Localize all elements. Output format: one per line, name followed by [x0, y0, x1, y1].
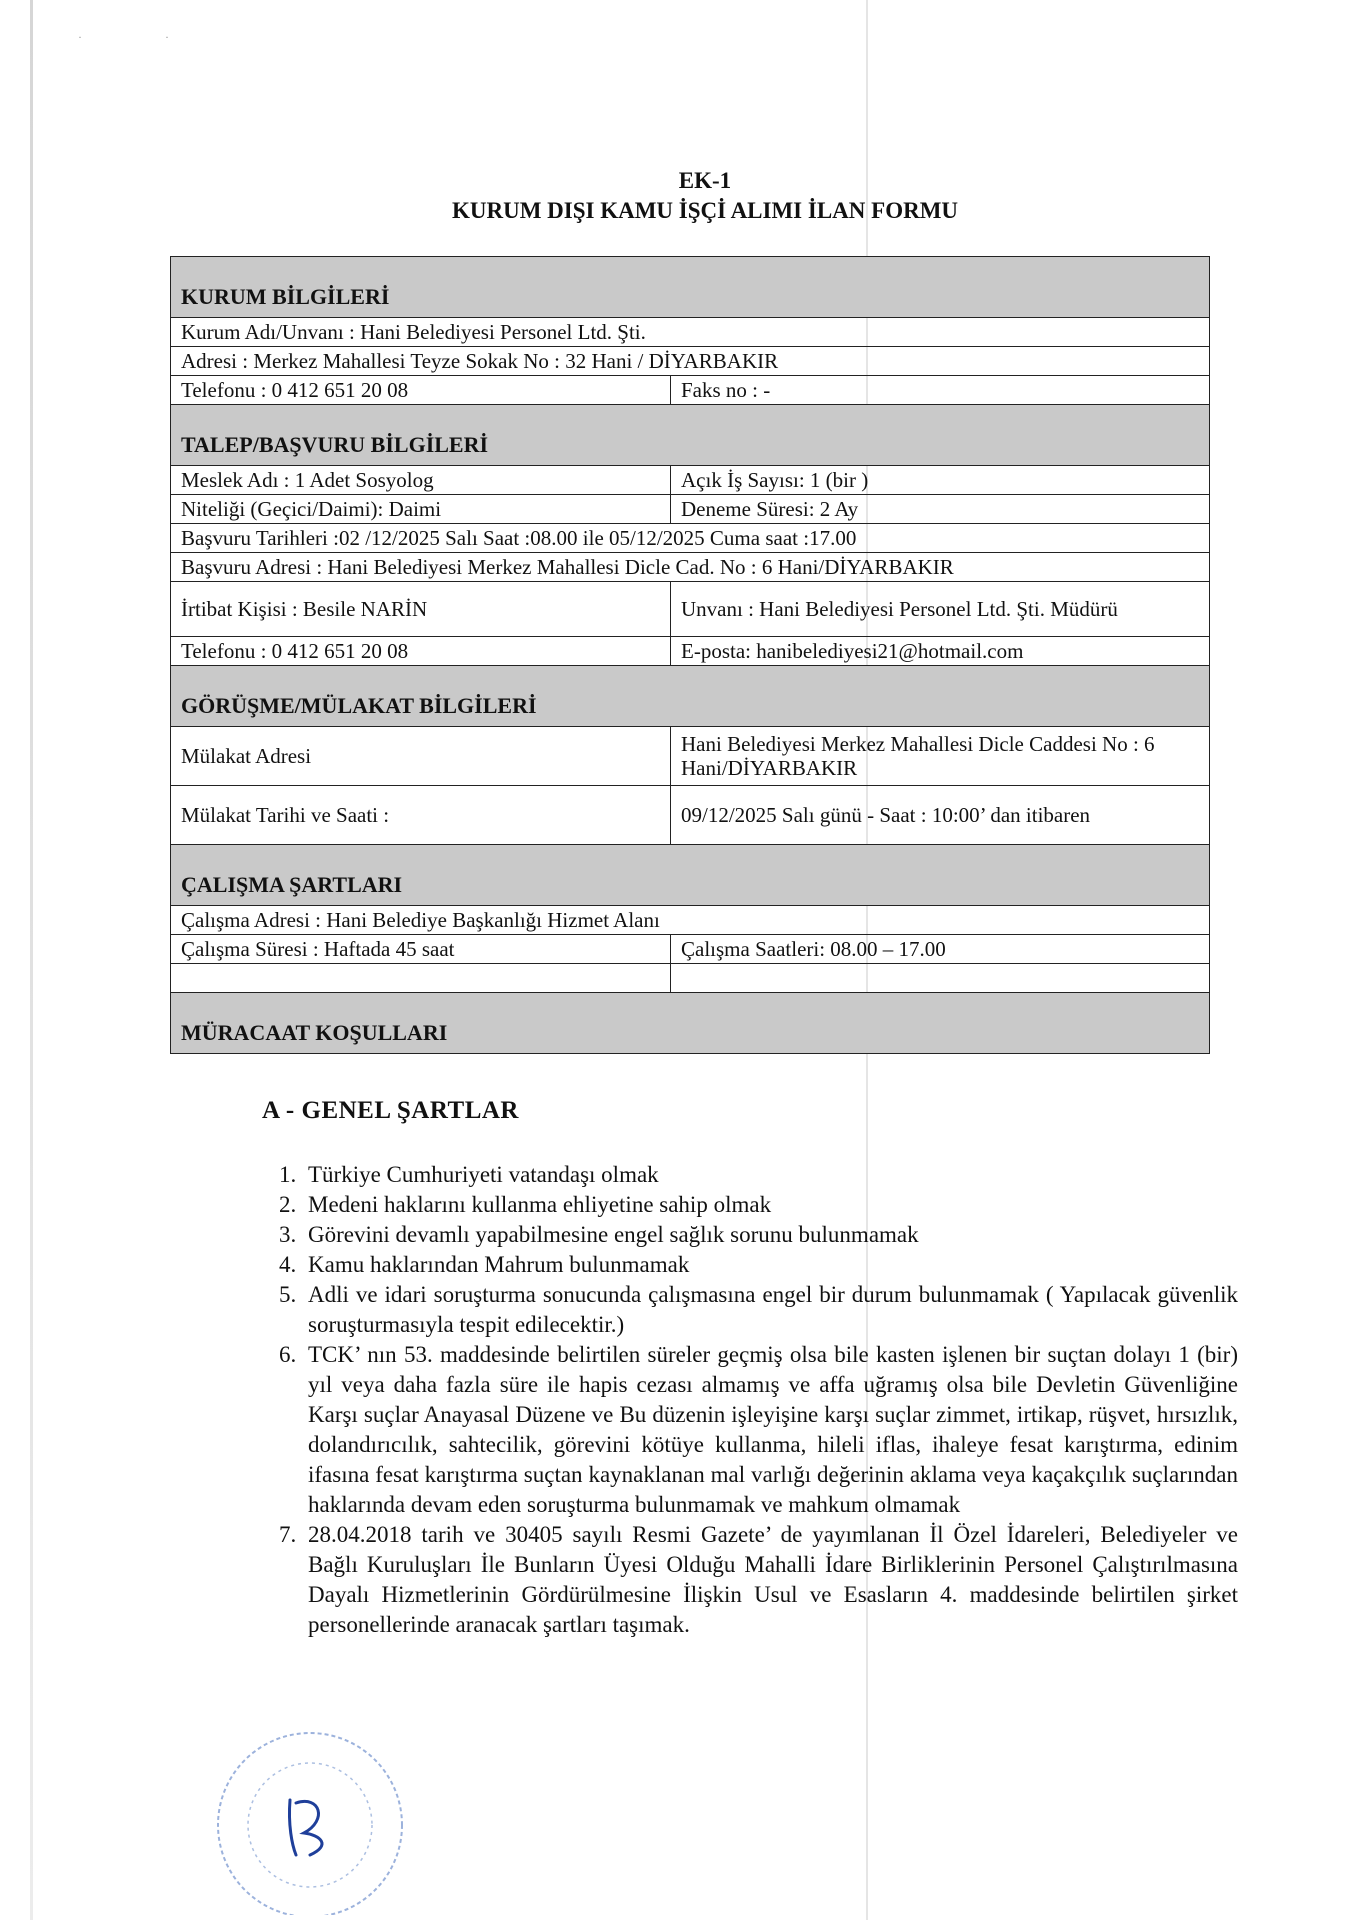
official-stamp — [170, 1705, 440, 1915]
irtibat-kisisi: İrtibat Kişisi : Besile NARİN — [171, 582, 671, 637]
acik-is-sayisi: Açık İş Sayısı: 1 (bir ) — [671, 466, 1210, 495]
condition-item: 3. Görevini devamlı yapabilmesine engel sağlık sorunu bulunmamak — [302, 1220, 1238, 1250]
kurum-telefon: Telefonu : 0 412 651 20 08 — [171, 376, 671, 405]
page-title: KURUM DIŞI KAMU İŞÇİ ALIMI İLAN FORMU — [451, 198, 959, 223]
mulakat-tarihi-value: 09/12/2025 Salı günü - Saat : 10:00’ dan itibaren — [671, 786, 1210, 845]
empty-cell — [671, 964, 1210, 993]
empty-cell — [171, 964, 671, 993]
deneme-suresi: Deneme Süresi: 2 Ay — [671, 495, 1210, 524]
basvuru-adresi: Başvuru Adresi : Hani Belediyesi Merkez Mahallesi Dicle Cad. No : 6 Hani/DİYARBAKIR — [171, 553, 1210, 582]
kurum-faks: Faks no : - — [671, 376, 1210, 405]
section-calisma: ÇALIŞMA ŞARTLARI — [171, 845, 1210, 906]
section-talep: TALEP/BAŞVURU BİLGİLERİ — [171, 405, 1210, 466]
section-muracaat: MÜRACAAT KOŞULLARI — [171, 993, 1210, 1054]
mulakat-tarihi-label: Mülakat Tarihi ve Saati : — [171, 786, 671, 845]
conditions-list — [258, 1160, 1238, 1640]
condition-item: 4. Kamu haklarından Mahrum bulunmamak — [302, 1250, 1238, 1280]
condition-item: 6. TCK’ nın 53. maddesinde belirtilen süreler geçmiş olsa bile kasten işlenen bir suçtan dolayı 1 (bir) yıl veya daha fazla süre ile hapis cezası almamış ve affa uğramış olsa bile Devletin Güvenliğine Karşı suçlar Anayasal Düzene ve Bu düzenin işleyişine karşı suçlar zimmet, irtikap, rüşvet, hırsızlık, dolandırıcılık, sahtecilik, görevini kötüye kullanma, hileli iflas, ihaleye fesat karıştırma, edinim ifasına fesat karıştırma suçtan kaynaklanan mal varlığı değerinin aklama veya kaçakçılık suçlarından haklarında devam eden soruşturma bulunmamak ve mahkum olmamak — [302, 1340, 1238, 1520]
condition-item: 1. Türkiye Cumhuriyeti vatandaşı olmak — [302, 1160, 1238, 1190]
calisma-saatleri: Çalışma Saatleri: 08.00 – 17.00 — [671, 935, 1210, 964]
announcement-form — [170, 256, 1210, 1054]
genel-sartlar-title: A - GENEL ŞARTLAR — [262, 1097, 519, 1124]
kurum-adres: Adresi : Merkez Mahallesi Teyze Sokak No : 32 Hani / DİYARBAKIR — [171, 347, 1210, 376]
section-kurum: KURUM BİLGİLERİ — [171, 257, 1210, 318]
stamp-outer-ring — [218, 1733, 402, 1915]
scan-specks: · · — [78, 30, 209, 44]
meslek-adi: Meslek Adı : 1 Adet Sosyolog — [171, 466, 671, 495]
condition-item: 5. Adli ve idari soruşturma sonucunda çalışmasına engel bir durum bulunmamak ( Yapılacak güvenlik soruşturmasıyla tespit edilecektir.) — [302, 1280, 1238, 1340]
kurum-adi: Kurum Adı/Unvanı : Hani Belediyesi Personel Ltd. Şti. — [171, 318, 1210, 347]
annex-label: EK-1 — [678, 168, 732, 193]
condition-item: 7. 28.04.2018 tarih ve 30405 sayılı Resmi Gazete’ de yayımlanan İl Özel İdareleri, Belediyeler ve Bağlı Kuruluşları İle Bunların Üyesi Olduğu Mahalli İdare Birliklerinin Personel Çalıştırılmasına Dayalı Hizmetlerinin Gördürülmesine İlişkin Usul ve Esasların 4. maddesinde belirtilen şirket personellerinde aranacak şartları taşımak. — [302, 1520, 1238, 1640]
section-gorusme: GÖRÜŞME/MÜLAKAT BİLGİLERİ — [171, 666, 1210, 727]
stamp-inner-ring — [248, 1763, 372, 1887]
irtibat-eposta: E-posta: hanibelediyesi21@hotmail.com — [671, 637, 1210, 666]
scan-edge — [30, 0, 33, 1920]
niteligi: Niteliği (Geçici/Daimi): Daimi — [171, 495, 671, 524]
basvuru-tarihleri: Başvuru Tarihleri :02 /12/2025 Salı Saat :08.00 ile 05/12/2025 Cuma saat :17.00 — [171, 524, 1210, 553]
mulakat-adresi-label: Mülakat Adresi — [171, 727, 671, 786]
irtibat-telefon: Telefonu : 0 412 651 20 08 — [171, 637, 671, 666]
mulakat-adresi-value: Hani Belediyesi Merkez Mahallesi Dicle Caddesi No : 6 Hani/DİYARBAKIR — [671, 727, 1210, 786]
signature-mark — [289, 1800, 322, 1855]
irtibat-unvani: Unvanı : Hani Belediyesi Personel Ltd. Şti. Müdürü — [671, 582, 1210, 637]
document-header — [0, 166, 1358, 226]
calisma-suresi: Çalışma Süresi : Haftada 45 saat — [171, 935, 671, 964]
condition-item: 2. Medeni haklarını kullanma ehliyetine sahip olmak — [302, 1190, 1238, 1220]
calisma-adresi: Çalışma Adresi : Hani Belediye Başkanlığı Hizmet Alanı — [171, 906, 1210, 935]
